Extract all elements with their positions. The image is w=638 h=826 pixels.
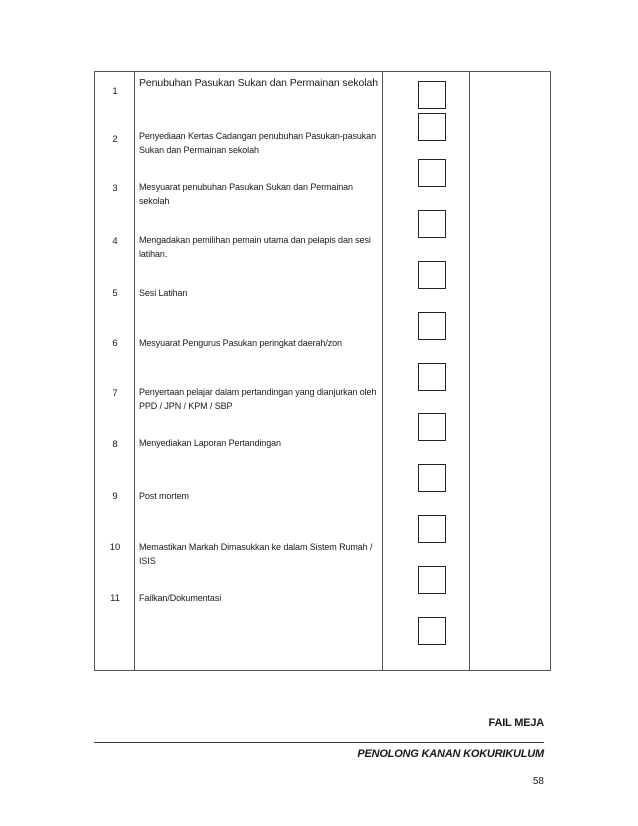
column-divider xyxy=(469,72,470,670)
checkbox[interactable] xyxy=(418,413,446,441)
footer-divider xyxy=(94,742,544,743)
checkbox[interactable] xyxy=(418,113,446,141)
row-number: 9 xyxy=(112,491,118,502)
checkbox[interactable] xyxy=(418,81,446,109)
row-number: 11 xyxy=(110,593,120,604)
page-number: 58 xyxy=(532,776,544,787)
task-text: Memastikan Markah Dimasukkan ke dalam Sistem Rumah / ISIS xyxy=(139,542,373,566)
task-table xyxy=(94,71,551,671)
task-text: Mesyuarat penubuhan Pasukan Sukan dan Permainan sekolah xyxy=(139,182,353,206)
row-number: 6 xyxy=(112,338,118,349)
footer-subtitle: PENOLONG KANAN KOKURIKULUM xyxy=(357,748,544,760)
row-number: 2 xyxy=(112,134,118,145)
checkbox[interactable] xyxy=(418,515,446,543)
task-text: Failkan/Dokumentasi xyxy=(139,593,222,603)
task-text: Post mortem xyxy=(139,491,189,501)
task-text: Penyediaan Kertas Cadangan penubuhan Pasukan-pasukan Sukan dan Permainan sekolah xyxy=(139,131,376,155)
column-divider xyxy=(382,72,383,670)
checkbox[interactable] xyxy=(418,363,446,391)
row-number: 8 xyxy=(112,439,118,450)
row-number: 5 xyxy=(112,288,118,299)
checkbox[interactable] xyxy=(418,617,446,645)
checkbox[interactable] xyxy=(418,210,446,238)
checkbox[interactable] xyxy=(418,159,446,187)
task-text: Penubuhan Pasukan Sukan dan Permainan sekolah xyxy=(139,77,378,89)
footer-title: FAIL MEJA xyxy=(488,717,544,729)
checkbox[interactable] xyxy=(418,566,446,594)
task-text: Mesyuarat Pengurus Pasukan peringkat daerah/zon xyxy=(139,338,342,348)
row-number: 7 xyxy=(112,388,118,399)
column-divider xyxy=(134,72,135,670)
checkbox[interactable] xyxy=(418,261,446,289)
task-text: Mengadakan pemilihan pemain utama dan pelapis dan sesi latihan. xyxy=(139,235,371,259)
task-text: Penyertaan pelajar dalam pertandingan yang dianjurkan oleh PPD / JPN / KPM / SBP xyxy=(139,387,377,411)
checkbox[interactable] xyxy=(418,312,446,340)
row-number: 3 xyxy=(112,183,118,194)
task-text: Menyediakan Laporan Pertandingan xyxy=(139,438,281,448)
checkbox[interactable] xyxy=(418,464,446,492)
task-text: Sesi Latihan xyxy=(139,288,188,298)
row-number: 4 xyxy=(112,236,118,247)
row-number: 10 xyxy=(109,542,121,553)
row-number: 1 xyxy=(112,86,118,97)
